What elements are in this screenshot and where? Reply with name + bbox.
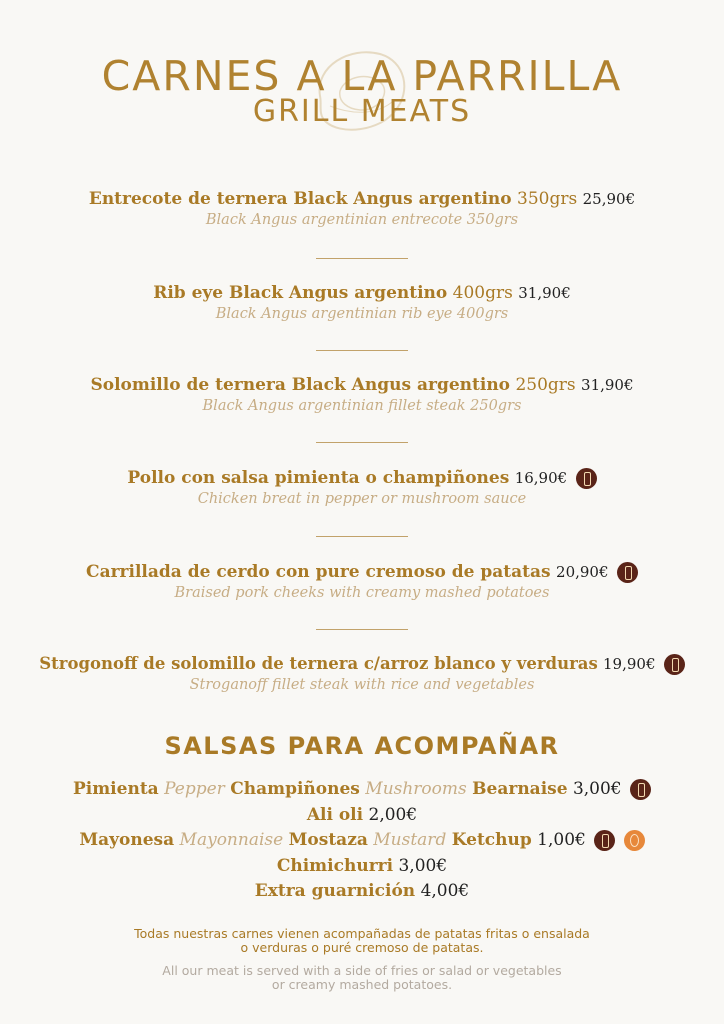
item-translation: Black Angus argentinian entrecote 350grs (205, 212, 519, 228)
menu-item (0, 188, 724, 230)
item-price: 25,90€ (582, 190, 636, 208)
sauce-line (0, 829, 724, 851)
item-name: Solomillo de ternera Black Angus argentino (90, 375, 511, 395)
sauce-price: 4,00€ (420, 881, 470, 901)
item-price: 16,90€ (514, 469, 568, 487)
item-translation: Braised pork cheeks with creamy mashed potatoes (174, 585, 550, 601)
milk-bottle-icon (630, 779, 651, 800)
item-price: 31,90€ (581, 376, 634, 394)
sauce-line (0, 778, 724, 800)
divider (316, 629, 408, 630)
item-weight: 400grs (452, 283, 513, 303)
item-name: Rib eye Black Angus argentino (153, 283, 448, 303)
page-subtitle: GRILL MEATS (252, 94, 472, 129)
sauce-price: 1,00€ (537, 830, 586, 850)
footer-note-line: o verduras o puré cremoso de patatas. (240, 940, 484, 955)
item-price: 31,90€ (518, 284, 571, 302)
item-translation: Black Angus argentinian rib eye 400grs (215, 306, 509, 322)
item-translation: Chicken breat in pepper or mushroom sauce (197, 491, 527, 507)
egg-icon (624, 830, 645, 851)
item-name: Pollo con salsa pimienta o champiñones (127, 468, 510, 488)
item-name: Strogonoff de solomillo de ternera c/arroz blanco y verduras (39, 654, 598, 673)
sauce-name: Extra guarnición (254, 881, 416, 901)
sauce-translation: Mustard (373, 830, 447, 850)
menu-item (0, 467, 724, 509)
sauce-name: Ali oli (306, 805, 364, 825)
menu-item (0, 374, 724, 416)
sauces-section-title: SALSAS PARA ACOMPAÑAR (164, 732, 560, 760)
sauce-name: Ketchup (451, 830, 532, 850)
sauce-translation: Mushrooms (365, 779, 467, 799)
sauce-translation: Mayonnaise (179, 830, 284, 850)
sauce-name: Pimienta (72, 779, 159, 799)
sauce-name: Chimichurri (276, 856, 394, 876)
sauce-name: Mostaza (288, 830, 368, 850)
divider (316, 442, 408, 443)
menu-item (0, 282, 724, 324)
menu-item (0, 653, 724, 695)
sauce-line (0, 804, 724, 826)
milk-bottle-icon (617, 562, 638, 583)
milk-bottle-icon (594, 830, 615, 851)
sauce-name: Bearnaise (472, 779, 568, 799)
sauce-name: Mayonesa (79, 830, 175, 850)
item-price: 20,90€ (556, 563, 609, 581)
divider (316, 258, 408, 259)
footer-note-es (0, 927, 724, 955)
sauce-line (0, 855, 724, 877)
item-name: Carrillada de cerdo con pure cremoso de patatas (86, 562, 551, 582)
page-title: CARNES A LA PARRILLA (101, 52, 623, 100)
sauce-price: 3,00€ (572, 779, 622, 799)
divider (316, 350, 408, 351)
item-price: 19,90€ (603, 655, 656, 673)
footer-note-line: Todas nuestras carnes vienen acompañadas de patatas fritas o ensalada (134, 926, 590, 941)
footer-note-line: All our meat is served with a side of fries or salad or vegetables (162, 963, 562, 978)
sauce-price: 2,00€ (368, 805, 418, 825)
sauce-name: Champiñones (230, 779, 360, 799)
item-translation: Stroganoff fillet steak with rice and vegetables (189, 677, 535, 693)
sauce-translation: Pepper (164, 779, 225, 799)
sauce-line (0, 880, 724, 902)
item-weight: 250grs (515, 375, 576, 395)
item-translation: Black Angus argentinian fillet steak 250grs (202, 398, 522, 414)
menu-item (0, 561, 724, 603)
divider (316, 536, 408, 537)
sauce-price: 3,00€ (398, 856, 448, 876)
item-name: Entrecote de ternera Black Angus argentino (88, 189, 512, 209)
item-weight: 350grs (517, 189, 578, 209)
milk-bottle-icon (664, 654, 685, 675)
footer-note-en (0, 964, 724, 992)
milk-bottle-icon (576, 468, 597, 489)
footer-note-line: or creamy mashed potatoes. (271, 977, 453, 992)
